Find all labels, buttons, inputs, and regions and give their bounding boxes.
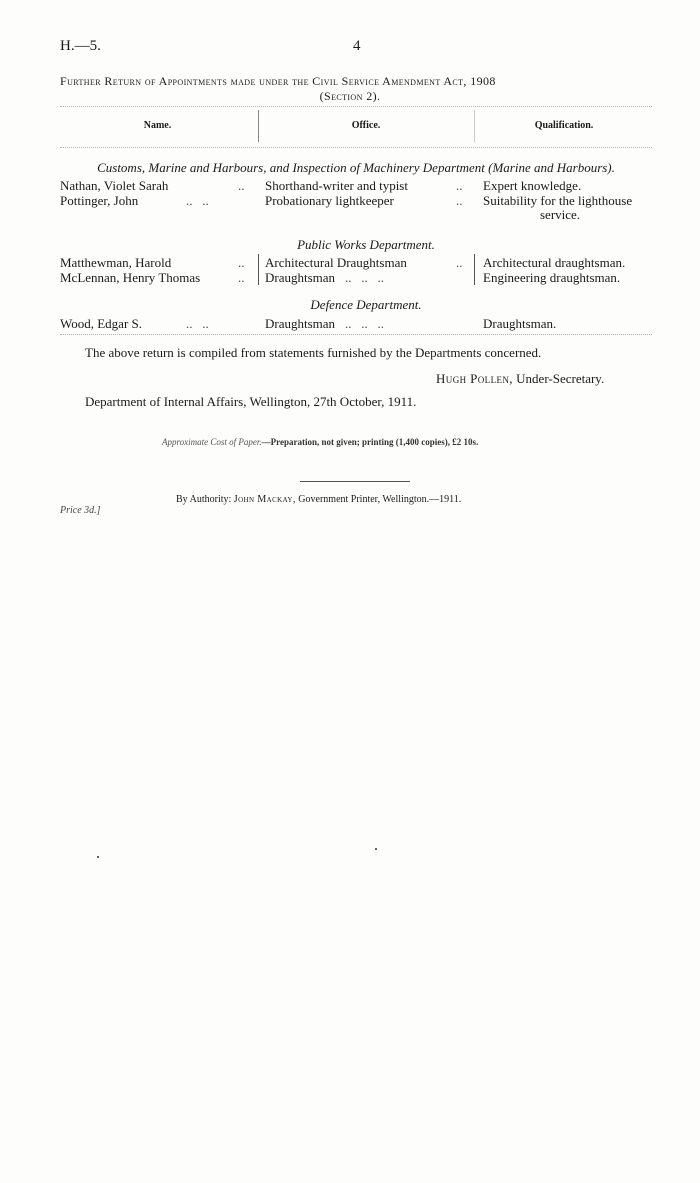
dot-leader: .. [238, 255, 245, 270]
qualification-continuation: service. [540, 207, 581, 222]
qualification-text: Suitability for the lighthouse [483, 193, 633, 208]
column-divider [258, 254, 259, 285]
table-bottom-rule [60, 334, 652, 335]
column-divider [258, 110, 259, 142]
compilation-note: The above return is compiled from statements furnished by the Departments concerned. [85, 345, 542, 360]
signatory-title: Under-Secretary. [516, 371, 605, 386]
document-reference: H.—5. [60, 38, 101, 54]
column-header-qualification: Qualification. [534, 120, 594, 131]
section-heading: Defence Department. [310, 297, 422, 312]
scan-speck [375, 848, 377, 850]
dot-leader: .. [238, 270, 245, 285]
dot-leader: .. .. .. [345, 316, 384, 331]
cost-statement [162, 437, 478, 447]
cost-details: —Preparation, not given; printing (1,400 copies), £2 10s. [261, 437, 479, 447]
qualification-text: Draughtsman. [483, 316, 557, 331]
dot-leader: .. .. [186, 316, 209, 331]
dot-leader: .. [456, 255, 463, 270]
cost-label: Approximate Cost of Paper. [162, 437, 262, 447]
signature [436, 371, 604, 387]
price: Price 3d.] [60, 505, 101, 516]
office-title: Architectural Draughtsman [265, 255, 407, 270]
column-header-name: Name. [143, 120, 172, 131]
column-divider [474, 254, 475, 285]
dot-leader: .. [456, 178, 463, 193]
printer-imprint [176, 494, 461, 505]
header-bottom-rule [60, 147, 652, 148]
printer-name: John Mackay, [233, 494, 296, 505]
appointee-name: Wood, Edgar S. [60, 316, 142, 331]
section-heading: Public Works Department. [297, 237, 435, 252]
office-title: Draughtsman [265, 270, 336, 285]
scan-speck [97, 856, 99, 858]
imprint-prefix: By Authority: [176, 494, 232, 505]
dot-leader: .. .. .. [345, 270, 384, 285]
office-title: Shorthand-writer and typist [265, 178, 408, 193]
qualification-text: Expert knowledge. [483, 178, 582, 193]
printer-rule [300, 481, 410, 482]
office-title: Probationary lightkeeper [265, 193, 394, 208]
appointee-name: Nathan, Violet Sarah [60, 178, 169, 193]
section-heading: Customs, Marine and Harbours, and Inspection of Machinery Department (Marine and Harbours). [97, 160, 615, 175]
appointee-name: McLennan, Henry Thomas [60, 270, 201, 285]
header-top-rule [60, 106, 652, 107]
imprint-suffix: Government Printer, Wellington.—1911. [298, 494, 462, 505]
dot-leader: .. [456, 193, 463, 208]
dot-leader: .. [238, 178, 245, 193]
column-divider [474, 110, 475, 142]
appointee-name: Matthewman, Harold [60, 255, 172, 270]
page-number: 4 [353, 38, 361, 54]
office-title: Draughtsman [265, 316, 336, 331]
qualification-text: Engineering draughtsman. [483, 270, 621, 285]
signatory-name: Hugh Pollen, [436, 371, 513, 386]
column-header-office: Office. [351, 120, 381, 131]
place-and-date: Department of Internal Affairs, Wellington, 27th October, 1911. [85, 394, 417, 409]
dot-leader: .. .. [186, 193, 209, 208]
appointee-name: Pottinger, John [60, 193, 139, 208]
report-subtitle: (Section 2). [319, 89, 381, 103]
qualification-text: Architectural draughtsman. [483, 255, 626, 270]
report-title: Further Return of Appointments made under the Civil Service Amendment Act, 1908 [60, 74, 496, 88]
